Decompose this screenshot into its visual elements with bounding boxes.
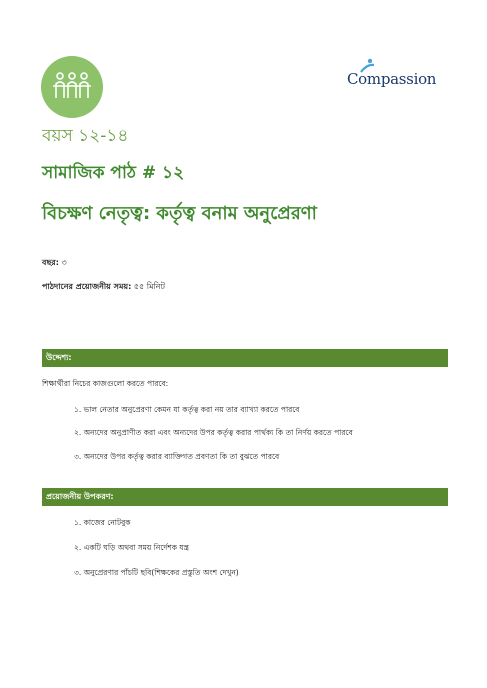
material-item: ১. কাজের নোটবুক bbox=[74, 518, 131, 527]
objectives-heading: উদ্দেশ্য: bbox=[42, 349, 448, 367]
compassion-logo bbox=[347, 58, 447, 98]
objectives-intro: শিক্ষার্থীরা নিচের কাজগুলো করতে পারবে: bbox=[42, 379, 169, 388]
logo-text: Compassion bbox=[347, 70, 437, 88]
time-row bbox=[42, 281, 165, 294]
material-item: ২. একটি ঘড়ি অথবা সময় নির্দেশক যন্ত্র bbox=[74, 543, 189, 552]
people-group-icon bbox=[41, 56, 103, 118]
time-label: পাঠদানের প্রয়োজনীয় সময়: bbox=[42, 282, 132, 291]
age-range: বয়স ১২-১৪ bbox=[42, 126, 129, 146]
objective-item: ২. অন্যদের অনুপ্রাণীত করা এবং অন্যদের উপর কর্তৃত্ব করার পার্থক্য কি তা নির্ণয় করতে পারবে bbox=[74, 428, 353, 437]
year-label: বছর: bbox=[42, 258, 59, 267]
age-badge bbox=[41, 56, 103, 118]
lesson-title: বিচক্ষণ নেতৃত্ব: কর্তৃত্ব বনাম অনুপ্রেরণা bbox=[42, 203, 317, 224]
time-value: ৫৫ মিনিট bbox=[131, 282, 165, 291]
material-item: ৩. অনুপ্রেরণার পাঁচটি ছবি(শিক্ষকের প্রস্তুতি অংশ দেখুন) bbox=[74, 568, 239, 577]
materials-heading: প্রয়োজনীয় উপকরণ: bbox=[42, 488, 448, 506]
year-value: ৩ bbox=[58, 258, 67, 267]
year-row bbox=[42, 257, 67, 270]
lesson-number: সামাজিক পাঠ # ১২ bbox=[42, 163, 185, 183]
objective-item: ১. ভাল নেতার অনুপ্রেরণা কেমন যা কর্তৃত্ব করা নয় তার ব্যাখ্যা করতে পারবে bbox=[74, 405, 300, 414]
objective-item: ৩. অন্যদের উপর কর্তৃত্ব করার ব্যাক্তিগত প্রবণতা কি তা বুঝতে পারবে bbox=[74, 452, 280, 461]
